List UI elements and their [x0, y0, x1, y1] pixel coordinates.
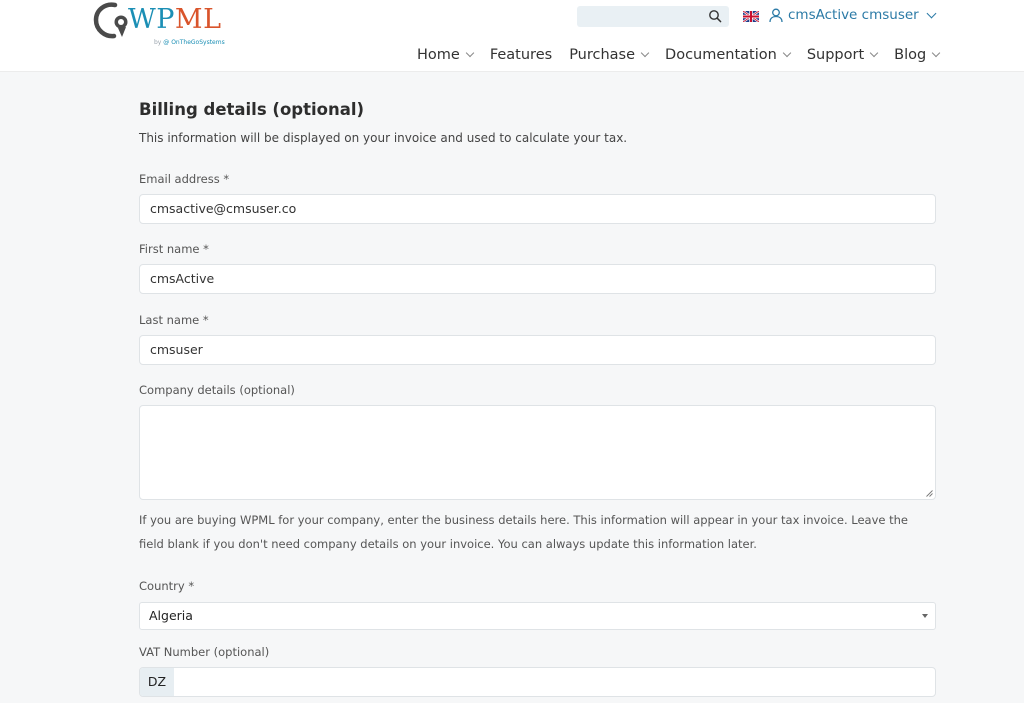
- caret-down-icon: [922, 614, 928, 618]
- last-name-label: Last name *: [139, 313, 209, 327]
- first-name-label: First name *: [139, 242, 209, 256]
- site-header: [0, 0, 1024, 72]
- chevron-down-icon: [466, 49, 474, 57]
- nav-features[interactable]: Features: [489, 47, 553, 63]
- user-name: cmsActive cmsuser: [788, 7, 919, 23]
- country-selected-value: Algeria: [149, 608, 193, 623]
- search-icon[interactable]: [708, 9, 722, 23]
- chevron-down-icon: [932, 49, 940, 57]
- page-title: Billing details (optional): [139, 100, 365, 119]
- last-name-field[interactable]: cmsuser: [139, 335, 936, 365]
- company-label: Company details (optional): [139, 383, 295, 397]
- email-field[interactable]: cmsactive@cmsuser.co: [139, 194, 936, 224]
- vat-label: VAT Number (optional): [139, 645, 270, 659]
- user-menu[interactable]: [769, 7, 935, 23]
- nav-home[interactable]: Home: [417, 47, 473, 63]
- country-label: Country *: [139, 579, 195, 593]
- logo-wordmark: WPML: [128, 4, 222, 35]
- company-help-text: If you are buying WPML for your company, enter the business details here. This information will appear in your tax invoice. Leave the field blank if you don't need company details on your invoice. You can always update this information later.: [139, 513, 909, 551]
- wpml-logo[interactable]: [93, 0, 233, 50]
- email-label: Email address *: [139, 172, 230, 186]
- logo-byline: by @ OnTheGoSystems: [154, 39, 225, 46]
- vat-input[interactable]: [139, 667, 936, 697]
- resize-grip-icon[interactable]: [926, 490, 933, 497]
- nav-documentation[interactable]: Documentation: [665, 47, 790, 63]
- nav-support[interactable]: Support: [807, 47, 877, 63]
- main-nav: [417, 47, 956, 63]
- company-textarea[interactable]: [139, 405, 936, 500]
- user-icon: [769, 8, 783, 23]
- first-name-field[interactable]: cmsActive: [139, 264, 936, 294]
- search-input[interactable]: [577, 6, 729, 27]
- nav-blog[interactable]: Blog: [894, 47, 939, 63]
- uk-flag-icon[interactable]: [743, 11, 759, 22]
- logo-mark-icon: [93, 0, 133, 42]
- chevron-down-icon: [641, 49, 649, 57]
- vat-country-prefix: DZ: [140, 668, 174, 696]
- nav-purchase[interactable]: Purchase: [569, 47, 648, 63]
- page-subtitle: This information will be displayed on your invoice and used to calculate your tax.: [139, 131, 628, 145]
- chevron-down-icon: [783, 49, 791, 57]
- country-select[interactable]: [139, 602, 936, 630]
- chevron-down-icon: [926, 8, 936, 18]
- chevron-down-icon: [870, 49, 878, 57]
